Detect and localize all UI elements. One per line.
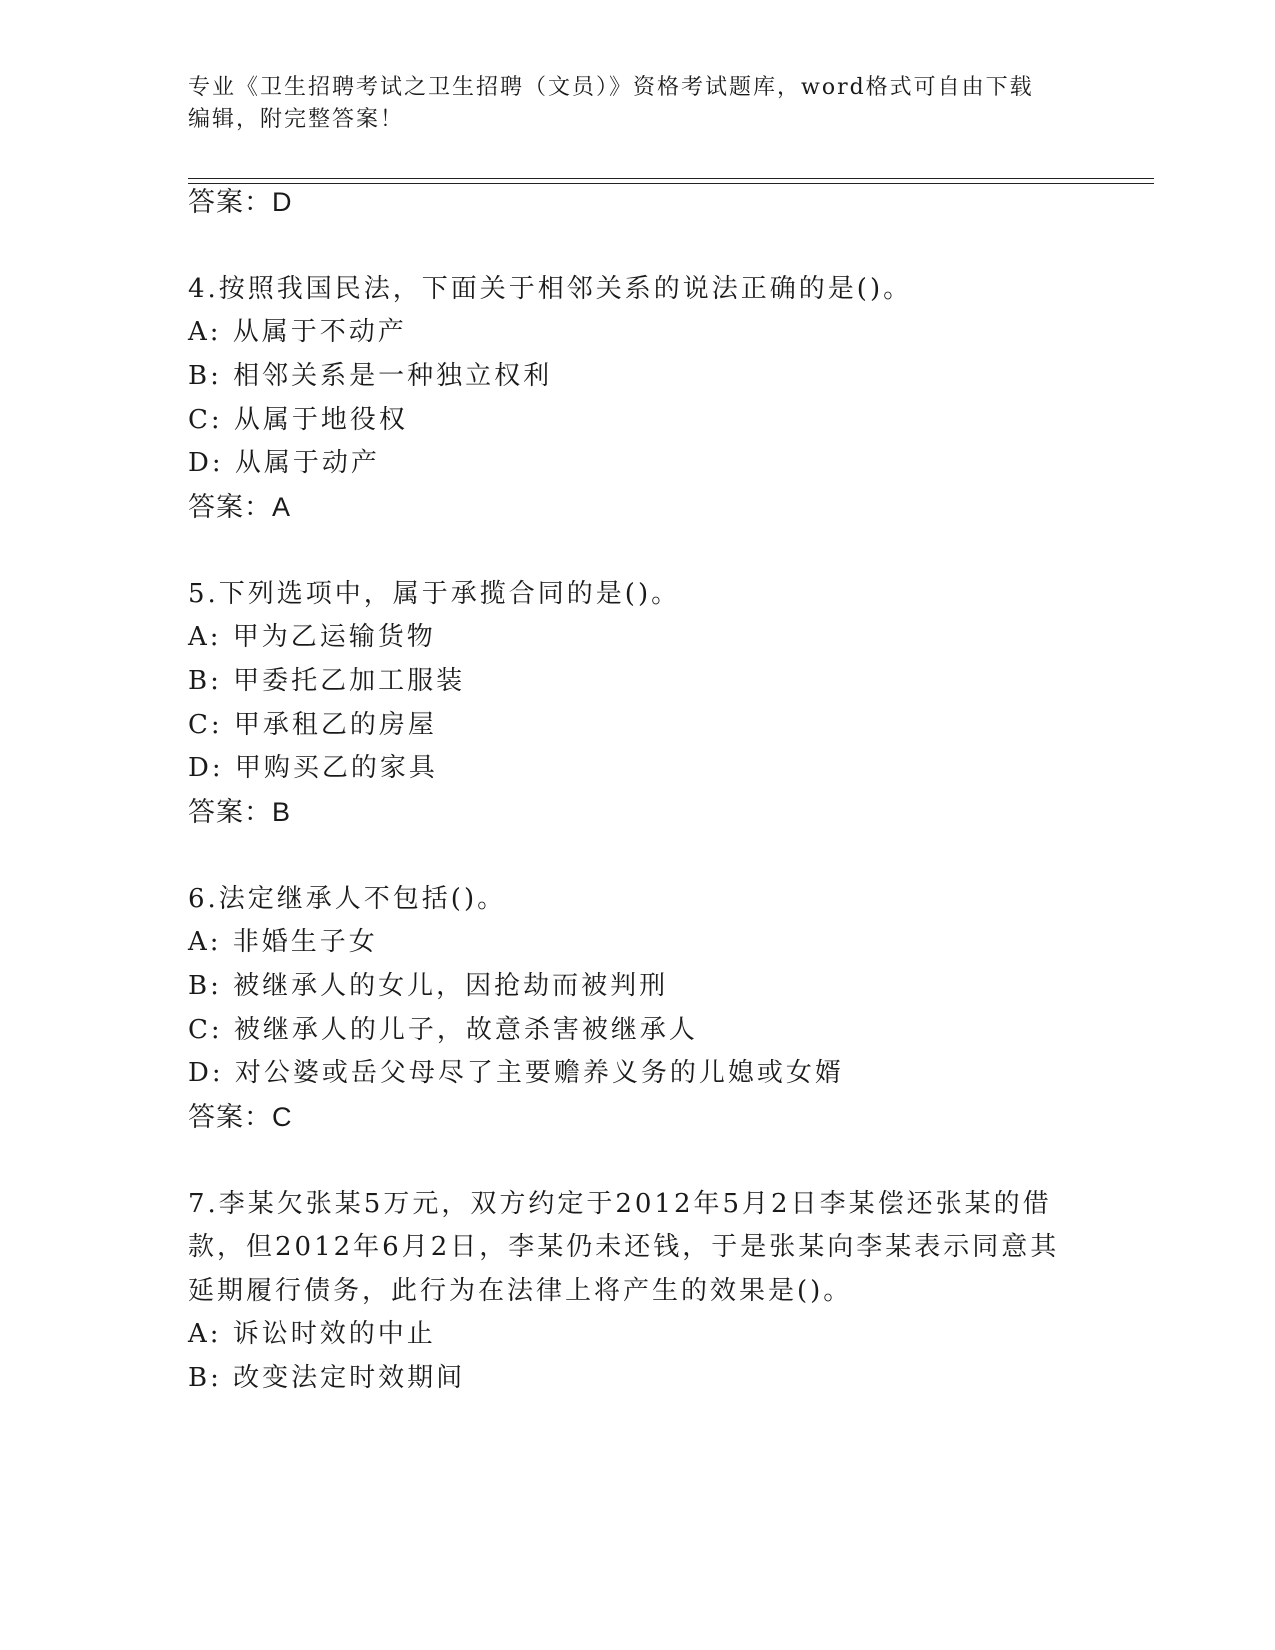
header-line-1: 专业《卫生招聘考试之卫生招聘（文员）》资格考试题库，word格式可自由下载 (188, 75, 1034, 100)
question-5-option-b: B: 甲委托乙加工服装 (188, 666, 466, 696)
question-5-option-a: A: 甲为乙运输货物 (188, 622, 436, 652)
question-6-stem: 6.法定继承人不包括()。 (188, 884, 507, 914)
question-4-option-b: B: 相邻关系是一种独立权利 (188, 361, 553, 391)
answer-prev: 答案：D (188, 187, 293, 217)
question-4-stem: 4.按照我国民法，下面关于相邻关系的说法正确的是()。 (188, 274, 913, 304)
document-header (188, 72, 1088, 136)
question-4-option-d: D: 从属于动产 (188, 448, 380, 478)
header-divider-top (188, 178, 1154, 179)
question-7-stem-line-3: 延期履行债务，此行为在法律上将产生的效果是()。 (188, 1276, 853, 1306)
question-5-option-c: C: 甲承租乙的房屋 (188, 710, 437, 740)
header-divider-bottom (188, 183, 1154, 184)
question-7-option-a: A: 诉讼时效的中止 (188, 1319, 436, 1349)
question-6-option-c: C: 被继承人的儿子，故意杀害被继承人 (188, 1015, 698, 1045)
question-5-stem: 5.下列选项中，属于承揽合同的是()。 (188, 579, 681, 609)
question-7-stem-line-1: 7.李某欠张某5万元，双方约定于2012年5月2日李某偿还张某的借 (188, 1189, 1052, 1219)
question-4-answer: 答案：A (188, 492, 292, 522)
question-5-option-d: D: 甲购买乙的家具 (188, 753, 438, 783)
question-6-option-d: D: 对公婆或岳父母尽了主要赡养义务的儿媳或女婿 (188, 1058, 844, 1088)
question-7-option-b: B: 改变法定时效期间 (188, 1363, 466, 1393)
question-4-option-a: A: 从属于不动产 (188, 317, 407, 347)
question-7-stem-line-2: 款，但2012年6月2日，李某仍未还钱，于是张某向李某表示同意其 (188, 1232, 1060, 1262)
question-6-answer: 答案：C (188, 1102, 293, 1132)
question-5-answer: 答案：B (188, 797, 292, 827)
question-6-option-a: A: 非婚生子女 (188, 927, 378, 957)
header-line-2: 编辑，附完整答案！ (188, 107, 405, 132)
question-6-option-b: B: 被继承人的女儿，因抢劫而被判刑 (188, 971, 669, 1001)
question-4-option-c: C: 从属于地役权 (188, 405, 408, 435)
